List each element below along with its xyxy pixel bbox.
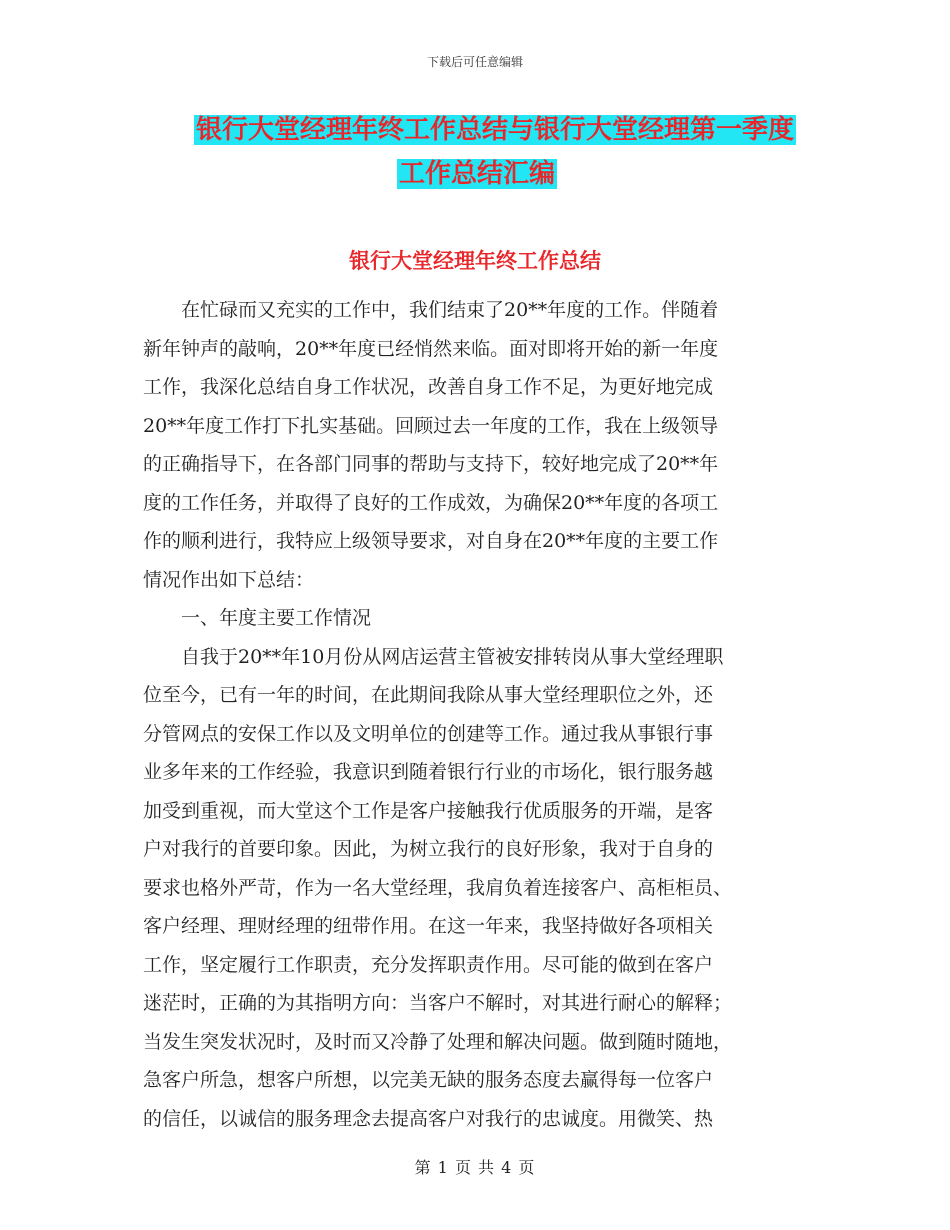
body-line: 要求也格外严苛，作为一名大堂经理，我肩负着连接客户、高柜柜员、 xyxy=(143,876,733,899)
body-line: 工作，坚定履行工作职责，充分发挥职责作用。尽可能的做到在客户 xyxy=(143,953,714,976)
body-line: 迷茫时，正确的为其指明方向：当客户不解时，对其进行耐心的解释； xyxy=(143,992,733,1014)
subheading: 一、年度主要工作情况 xyxy=(143,607,372,629)
body-line: 20**年度工作打下扎实基础。回顾过去一年度的工作，我在上级领导 xyxy=(143,414,719,437)
document-title-line-1 xyxy=(20,108,950,152)
body-line: 在忙碌而又充实的工作中，我们结束了20**年度的工作。伴随着 xyxy=(143,299,719,321)
title-highlight: 工作总结汇编 xyxy=(398,159,555,189)
page-footer: 第 1 页 共 4 页 xyxy=(414,1158,536,1177)
body-line: 自我于20**年10月份从网店运营主管被安排转岗从事大堂经理职 xyxy=(143,645,724,668)
body-line: 新年钟声的敲响，20**年度已经悄然来临。面对即将开始的新一年度 xyxy=(143,337,719,360)
body-line: 业多年来的工作经验，我意识到随着银行行业的市场化，银行服务越 xyxy=(143,761,714,783)
body-line: 加受到重视，而大堂这个工作是客户接触我行优质服务的开端，是客 xyxy=(143,799,714,822)
body-line: 户对我行的首要印象。因此，为树立我行的良好形象，我对于自身的 xyxy=(143,838,714,860)
body-line: 急客户所急，想客户所想，以完美无缺的服务态度去赢得每一位客户 xyxy=(143,1069,714,1091)
page-header-note: 下载后可任意编辑 xyxy=(426,55,523,69)
body-line: 作的顺利进行，我特应上级领导要求，对自身在20**年度的主要工作 xyxy=(143,530,719,552)
body-line: 客户经理、理财经理的纽带作用。在这一年来，我坚持做好各项相关 xyxy=(143,915,714,937)
body-line: 的正确指导下，在各部门同事的帮助与支持下，较好地完成了20**年 xyxy=(143,453,719,475)
body-line: 度的工作任务，并取得了良好的工作成效，为确保20**年度的各项工 xyxy=(143,491,719,514)
body-line: 情况作出如下总结： xyxy=(143,568,315,591)
body-text xyxy=(143,291,811,1138)
document-title-line-2 xyxy=(2,152,950,196)
body-line: 当发生突发状况时，及时而又冷静了处理和解决问题。做到随时随地， xyxy=(143,1030,733,1053)
body-line: 分管网点的安保工作以及文明单位的创建等工作。通过我从事银行事 xyxy=(143,722,714,745)
body-line: 工作，我深化总结自身工作状况，改善自身工作不足，为更好地完成 xyxy=(143,376,714,398)
title-highlight: 银行大堂经理年终工作总结与银行大堂经理第一季度 xyxy=(195,115,794,145)
body-line: 的信任，以诚信的服务理念去提高客户对我行的忠诚度。用微笑、热 xyxy=(143,1107,714,1130)
body-line: 位至今，已有一年的时间，在此期间我除从事大堂经理职位之外，还 xyxy=(143,684,714,706)
section-title: 银行大堂经理年终工作总结 xyxy=(349,248,601,273)
